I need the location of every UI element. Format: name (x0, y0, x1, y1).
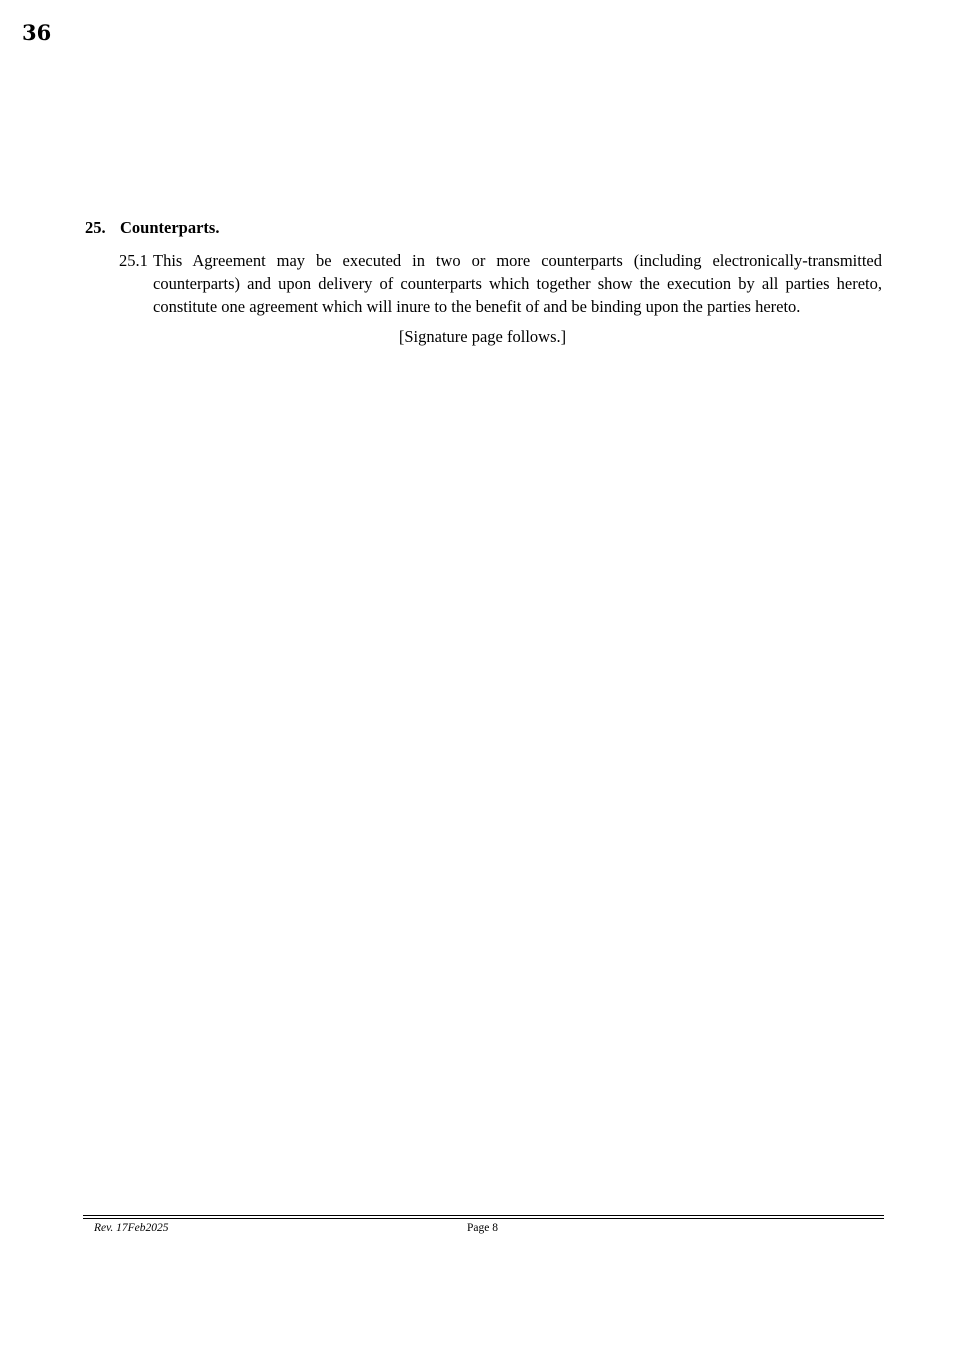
clause-25-1 (119, 249, 882, 318)
page-marker: 36 (22, 20, 52, 45)
section-number: 25. (85, 218, 106, 237)
clause-number: 25.1 (119, 251, 148, 270)
footer-page-number: Page 8 (467, 1222, 498, 1234)
footer-divider (83, 1215, 884, 1219)
signature-page-note: [Signature page follows.] (398, 327, 567, 346)
footer-revision: Rev. 17Feb2025 (94, 1222, 169, 1234)
section-heading (85, 217, 219, 239)
clause-text: This Agreement may be executed in two or more counterparts (including electronically-transmitted counterparts) and upon delivery of counterparts which together show the execution by all parties hereto, constitute one agreement which will inure to the benefit of and be binding upon the parties hereto. (153, 251, 882, 316)
section-title: Counterparts. (120, 218, 220, 237)
